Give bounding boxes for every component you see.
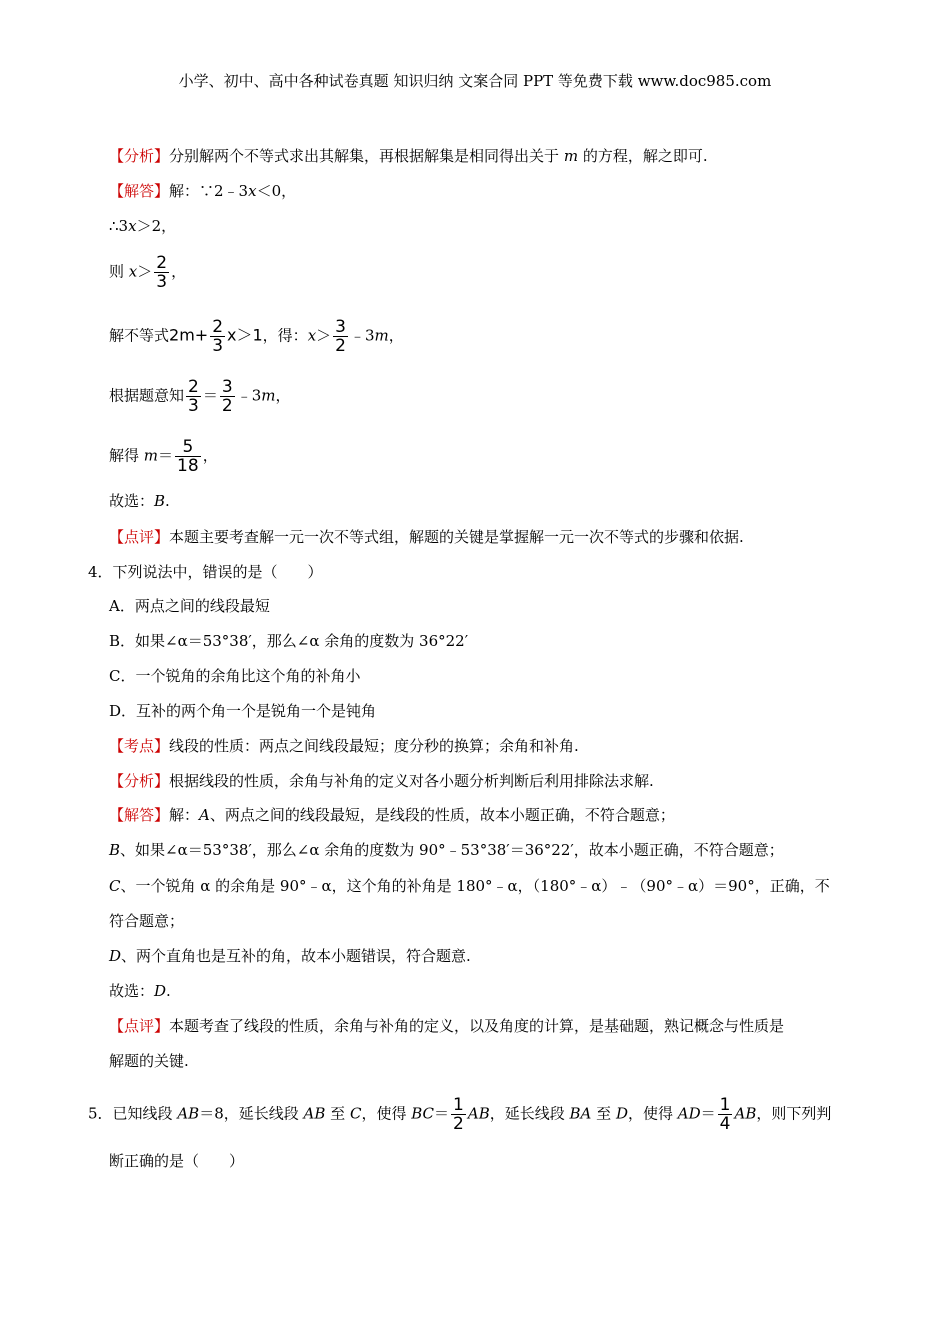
q3-step4: 根据题意知 $\frac{2}{3}$ ＝ $\frac{3}{2}$ ﹣3m， bbox=[109, 377, 291, 416]
q4-answer-c: C、一个锐角 α 的余角是 90°﹣α，这个角的补角是 180°﹣α，（180°﹣α）﹣（90°﹣α）＝90°，正确，不 bbox=[109, 877, 830, 895]
q3-comment: 【点评】本题主要考查解一元一次不等式组，解题的关键是掌握解一元一次不等式的步骤和依据. bbox=[109, 528, 744, 546]
q3-step2: 则 x＞ $\frac{2}{3}$ ， bbox=[109, 253, 187, 292]
fraction-2-3-c: $\frac{2}{3}$ bbox=[188, 377, 199, 416]
fraction-3-2: $\frac{3}{2}$ bbox=[335, 317, 346, 356]
q4-answer-a: 【解答】解：A、两点之间的线段最短，是线段的性质，故本小题正确，不符合题意； bbox=[109, 806, 675, 824]
q4-answer-b: B、如果∠α＝53°38′，那么∠α 余角的度数为 90°﹣53°38′＝36°22′，故本小题正确，不符合题意； bbox=[109, 841, 784, 859]
q4-option-c: C．一个锐角的余角比这个角的补角小 bbox=[109, 667, 361, 685]
q3-step3: 解不等式2m+ $\frac{2}{3}$ x＞1，得：x＞ $\frac{3}{2}$ ﹣3m， bbox=[109, 317, 404, 356]
fraction-1-2: $\frac{1}{2}$ bbox=[453, 1095, 464, 1134]
q4-stem: 4．下列说法中，错误的是（ ） bbox=[88, 563, 323, 581]
q4-option-a: A．两点之间的线段最短 bbox=[109, 597, 270, 615]
fraction-3-2-b: $\frac{3}{2}$ bbox=[221, 377, 233, 416]
fraction-2-3: $\frac{2}{3}$ bbox=[156, 253, 168, 292]
page-header: 小学、初中、高中各种试卷真题 知识归纳 文案合同 PPT 等免费下载 www.doc985.com bbox=[178, 72, 772, 90]
fraction-1-4: $\frac{1}{4}$ bbox=[719, 1095, 731, 1134]
q3-step1: ∴3x＞2， bbox=[109, 217, 177, 235]
fraction-2-3-b: $\frac{2}{3}$ bbox=[212, 317, 224, 356]
fraction-5-18: $\frac{5}{18}$ bbox=[177, 437, 199, 476]
q4-answer-d: D、两个直角也是互补的角，故本小题错误，符合题意. bbox=[109, 947, 471, 965]
q4-point: 【考点】线段的性质：两点之间线段最短；度分秒的换算；余角和补角. bbox=[109, 737, 579, 755]
q3-answer: 【解答】解：∵2﹣3x＜0， bbox=[109, 182, 297, 200]
q4-option-b: B．如果∠α＝53°38′，那么∠α 余角的度数为 36°22′ bbox=[109, 632, 469, 650]
q5-stem: 5．已知线段 AB＝8，延长线段 AB 至 C，使得 BC＝ $\frac{1}{2}$ AB，延长线段 BA 至 D，使得 AD＝ $\frac{1}{4}$ AB，则下列判 bbox=[88, 1095, 832, 1134]
q5-stem-cont: 断正确的是（ ） bbox=[109, 1152, 245, 1170]
q3-choice: 故选：B. bbox=[109, 492, 170, 510]
q4-comment-cont: 解题的关键. bbox=[109, 1052, 189, 1070]
q4-answer-c-cont: 符合题意； bbox=[109, 912, 185, 930]
q3-analysis: 【分析】分别解两个不等式求出其解集，再根据解集是相同得出关于 m 的方程，解之即可. bbox=[109, 147, 708, 165]
q4-option-d: D．互补的两个角一个是锐角一个是钝角 bbox=[109, 702, 377, 720]
q4-choice: 故选：D. bbox=[109, 982, 171, 1000]
q4-analysis: 【分析】根据线段的性质，余角与补角的定义对各小题分析判断后利用排除法求解. bbox=[109, 772, 654, 790]
q4-comment: 【点评】本题考查了线段的性质，余角与补角的定义，以及角度的计算，是基础题，熟记概念与性质是 bbox=[109, 1017, 785, 1035]
q3-step5: 解得 m＝ $\frac{5}{18}$ ， bbox=[109, 437, 218, 476]
